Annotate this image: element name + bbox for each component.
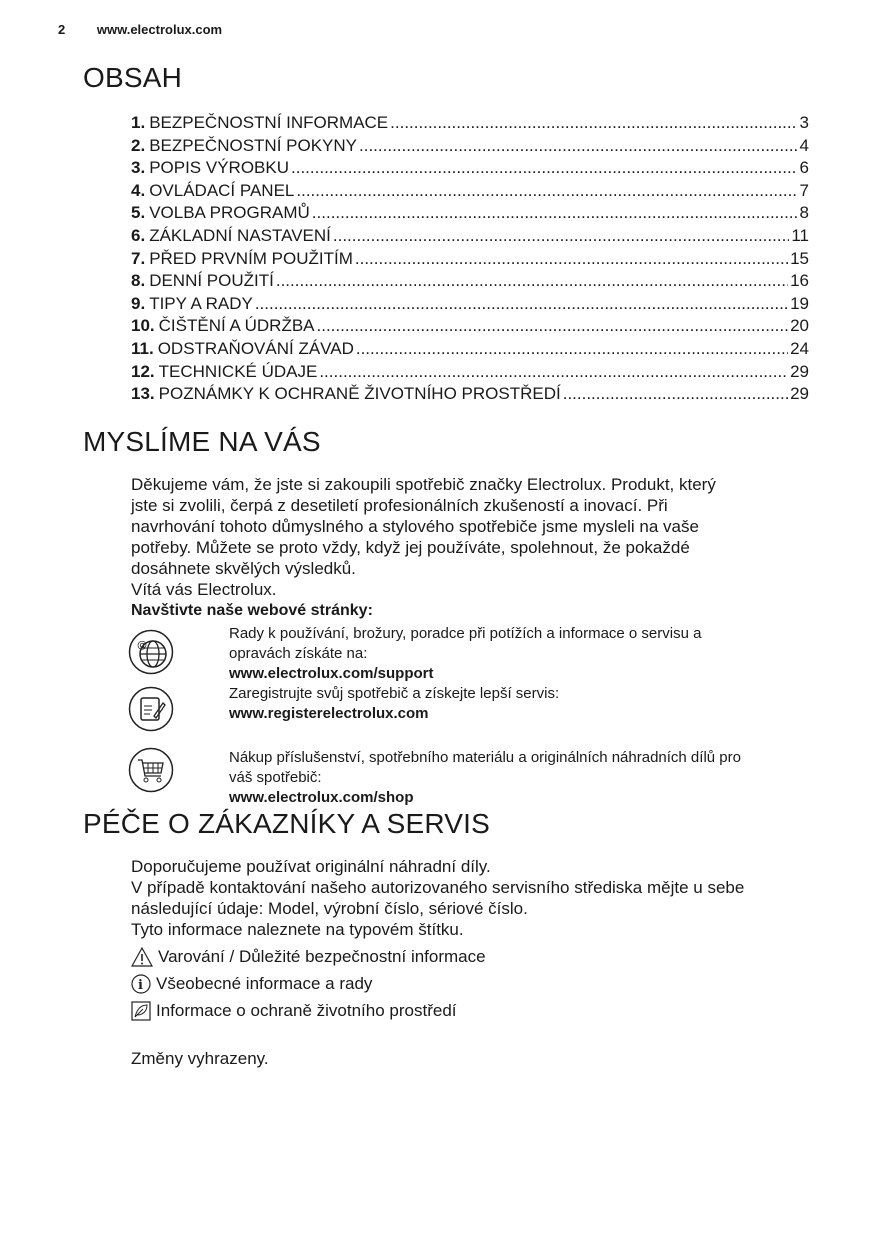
text-line: následující údaje: Model, výrobní číslo, sériové číslo. bbox=[131, 899, 528, 918]
text-line: Doporučujeme používat originální náhradní díly. bbox=[131, 857, 491, 876]
legend-info bbox=[131, 970, 486, 997]
svg-text:i: i bbox=[138, 977, 143, 993]
text-line: jste si zvolili, čerpá z desetiletí profesionálních zkušeností a inovací. Při bbox=[131, 496, 668, 515]
shopping-cart-icon bbox=[128, 747, 174, 793]
text-line: Děkujeme vám, že jste si zakoupili spotřebič značky Electrolux. Produkt, který bbox=[131, 475, 716, 494]
link-shop bbox=[128, 748, 808, 808]
toc-number: 13. bbox=[131, 384, 155, 404]
about-text bbox=[131, 474, 791, 621]
toc-entry[interactable] bbox=[131, 225, 809, 248]
text-line: potřeby. Můžete se proto vždy, když jej používáte, spolehnout, že pokaždé bbox=[131, 538, 690, 557]
toc-leader bbox=[359, 135, 798, 158]
toc-leader bbox=[317, 315, 789, 338]
text-line: navrhování tohoto důmyslného a stylového spotřebiče jsme mysleli na vaše bbox=[131, 517, 699, 536]
shop-link[interactable]: www.electrolux.com/shop bbox=[229, 789, 414, 806]
toc-leader bbox=[291, 157, 798, 180]
text-line: Tyto informace naleznete na typovém štítku. bbox=[131, 920, 464, 939]
legend-text: Všeobecné informace a rady bbox=[156, 974, 373, 993]
service-title: PÉČE O ZÁKAZNÍKY A SERVIS bbox=[83, 808, 491, 839]
link-desc: Rady k používání, brožury, poradce při potížích a informace o servisu a bbox=[229, 625, 702, 642]
toc-page: 4 bbox=[799, 135, 809, 155]
text-line: V případě kontaktování našeho autorizovaného servisního střediska mějte u sebe bbox=[131, 878, 745, 897]
toc-label: TIPY A RADY bbox=[149, 293, 253, 313]
toc-entry[interactable] bbox=[131, 338, 809, 361]
toc-label: TECHNICKÉ ÚDAJE bbox=[158, 361, 318, 381]
web-links bbox=[128, 624, 808, 808]
globe-icon bbox=[128, 629, 174, 675]
service-text bbox=[131, 856, 831, 940]
legend-text: Varování / Důležité bezpečnostní informace bbox=[158, 947, 486, 966]
toc-label: PŘED PRVNÍM POUŽITÍM bbox=[149, 248, 353, 268]
toc-entry[interactable] bbox=[131, 202, 809, 225]
toc-page: 11 bbox=[791, 225, 809, 245]
toc-number: 5. bbox=[131, 203, 146, 223]
toc-number: 3. bbox=[131, 158, 146, 178]
toc-page: 15 bbox=[790, 248, 809, 268]
link-support bbox=[128, 624, 808, 684]
toc-leader bbox=[255, 293, 788, 316]
toc-label: POPIS VÝROBKU bbox=[149, 158, 290, 178]
toc-number: 10. bbox=[131, 316, 155, 336]
toc-page: 24 bbox=[790, 338, 809, 358]
toc-number: 11. bbox=[131, 338, 154, 358]
toc-entry[interactable] bbox=[131, 112, 809, 135]
table-of-contents bbox=[131, 112, 809, 406]
toc-number: 7. bbox=[131, 248, 146, 268]
toc-entry[interactable] bbox=[131, 383, 809, 406]
toc-label: BEZPEČNOSTNÍ INFORMACE bbox=[149, 113, 389, 132]
toc-entry[interactable] bbox=[131, 135, 809, 158]
toc-leader bbox=[390, 112, 797, 135]
text-line: Vítá vás Electrolux. bbox=[131, 580, 277, 599]
toc-number: 2. bbox=[131, 135, 146, 155]
toc-label: VOLBA PROGRAMŮ bbox=[149, 203, 310, 223]
info-icon bbox=[131, 974, 151, 994]
text-line: dosáhnete skvělých výsledků. bbox=[131, 559, 356, 578]
link-register bbox=[128, 684, 808, 748]
toc-label: ČIŠTĚNÍ A ÚDRŽBA bbox=[158, 316, 315, 336]
toc-leader bbox=[296, 180, 797, 203]
toc-number: 4. bbox=[131, 180, 146, 200]
register-icon bbox=[128, 686, 174, 732]
toc-entry[interactable] bbox=[131, 361, 809, 384]
toc-number: 9. bbox=[131, 293, 146, 313]
page-header bbox=[58, 22, 250, 37]
toc-leader bbox=[355, 248, 788, 271]
toc-leader bbox=[563, 383, 788, 406]
toc-label: ZÁKLADNÍ NASTAVENÍ bbox=[149, 225, 331, 245]
register-link[interactable]: www.registerelectrolux.com bbox=[229, 705, 429, 722]
toc-label: DENNÍ POUŽITÍ bbox=[149, 271, 274, 291]
warning-icon bbox=[131, 947, 153, 967]
changes-note: Změny vyhrazeny. bbox=[131, 1049, 269, 1068]
toc-leader bbox=[276, 270, 788, 293]
toc-entry[interactable] bbox=[131, 180, 809, 203]
link-desc: Zaregistrujte svůj spotřebič a získejte lepší servis: bbox=[229, 685, 560, 702]
toc-number: 8. bbox=[131, 271, 146, 291]
symbol-legend bbox=[131, 943, 486, 1024]
link-desc: opravách získáte na: bbox=[229, 645, 368, 662]
toc-label: ODSTRAŇOVÁNÍ ZÁVAD bbox=[157, 338, 354, 358]
toc-entry[interactable] bbox=[131, 248, 809, 271]
legend-warning bbox=[131, 943, 486, 970]
toc-number: 6. bbox=[131, 225, 146, 245]
toc-entry[interactable] bbox=[131, 293, 809, 316]
toc-page: 6 bbox=[799, 158, 809, 178]
legend-text: Informace o ochraně životního prostředí bbox=[156, 1001, 457, 1020]
toc-page: 3 bbox=[799, 113, 809, 132]
toc-number: 12. bbox=[131, 361, 155, 381]
toc-entry[interactable] bbox=[131, 315, 809, 338]
toc-page: 20 bbox=[790, 316, 809, 336]
toc-entry[interactable] bbox=[131, 157, 809, 180]
leaf-icon bbox=[131, 1001, 151, 1021]
header-site-link[interactable]: www.electrolux.com bbox=[96, 22, 223, 37]
toc-number: 1. bbox=[131, 113, 146, 132]
toc-leader bbox=[333, 225, 789, 248]
toc-page: 29 bbox=[790, 361, 809, 381]
toc-page: 16 bbox=[790, 271, 809, 291]
toc-leader bbox=[319, 361, 788, 384]
toc-page: 29 bbox=[790, 384, 809, 404]
toc-entry[interactable] bbox=[131, 270, 809, 293]
toc-leader bbox=[356, 338, 788, 361]
toc-page: 19 bbox=[790, 293, 809, 313]
support-link[interactable]: www.electrolux.com/support bbox=[229, 665, 434, 682]
svg-text:@: @ bbox=[137, 640, 147, 651]
toc-label: OVLÁDACÍ PANEL bbox=[149, 180, 295, 200]
about-title: MYSLÍME NA VÁS bbox=[83, 426, 321, 457]
toc-page: 7 bbox=[799, 180, 809, 200]
legend-environment bbox=[131, 997, 486, 1024]
link-desc: váš spotřebič: bbox=[229, 769, 322, 786]
page-number: 2 bbox=[58, 22, 66, 37]
toc-title: OBSAH bbox=[83, 62, 183, 93]
visit-label: Navštivte naše webové stránky: bbox=[131, 602, 373, 619]
toc-label: BEZPEČNOSTNÍ POKYNY bbox=[149, 135, 358, 155]
toc-leader bbox=[312, 202, 798, 225]
toc-page: 8 bbox=[799, 203, 809, 223]
toc-label: POZNÁMKY K OCHRANĚ ŽIVOTNÍHO PROSTŘEDÍ bbox=[158, 384, 561, 404]
link-desc: Nákup příslušenství, spotřebního materiálu a originálních náhradních dílů pro bbox=[229, 749, 741, 766]
